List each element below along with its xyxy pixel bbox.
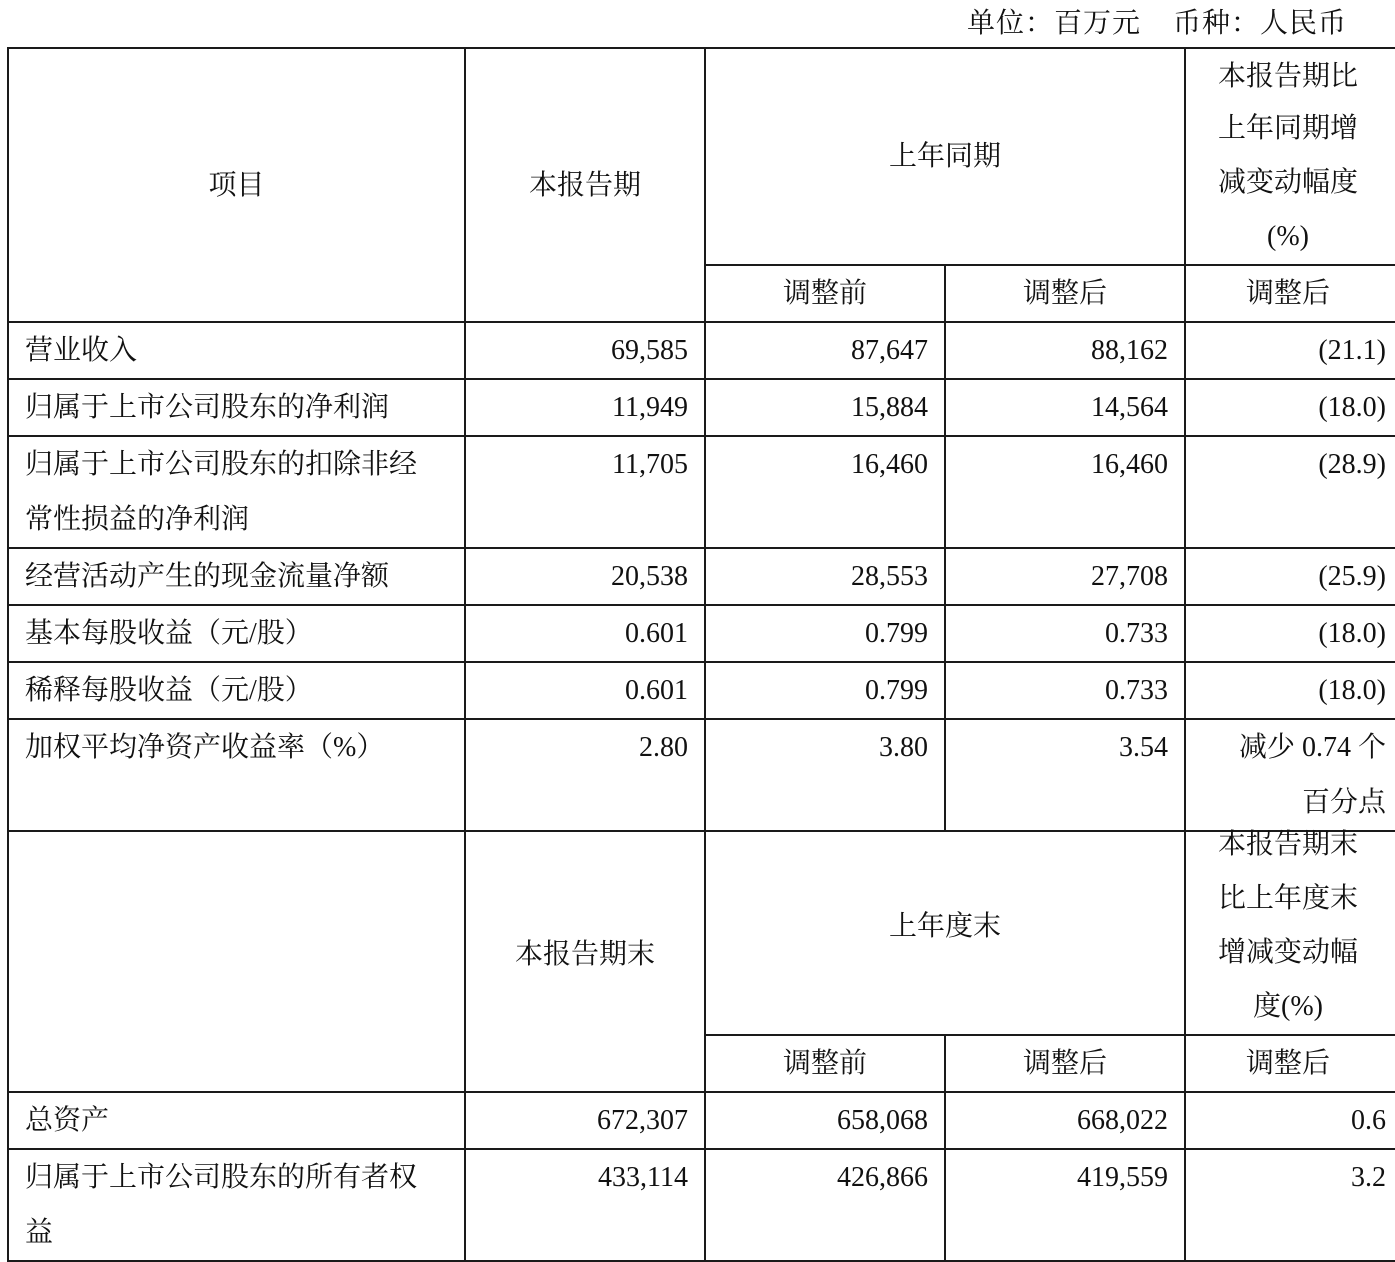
- header-change-line: 减变动幅度: [1218, 166, 1359, 198]
- key-financials-period-end-table: [7, 818, 1395, 1262]
- cell-before: 426,866: [705, 1149, 945, 1261]
- unit-currency-line: [967, 4, 1347, 44]
- row-label: 加权平均净资产收益率（%）: [8, 719, 465, 831]
- cell-after: 16,460: [945, 436, 1185, 548]
- header-prior-year-end: 上年度末: [705, 818, 1185, 1035]
- header-before-adjustment: 调整前: [705, 265, 945, 322]
- cell-change: (28.9): [1185, 436, 1395, 548]
- header-change-after-adjustment: 调整后: [1185, 265, 1395, 322]
- cell-current: 0.601: [465, 662, 705, 719]
- cell-after: 14,564: [945, 379, 1185, 436]
- row-label: 总资产: [8, 1092, 465, 1149]
- cell-change-line: 百分点: [1302, 787, 1387, 818]
- header-after-adjustment: 调整后: [945, 265, 1185, 322]
- header-before-adjustment: 调整前: [705, 1035, 945, 1092]
- header-change-line: 上年同期增: [1218, 112, 1359, 144]
- header-change-after-adjustment: 调整后: [1185, 1035, 1395, 1092]
- row-label: 归属于上市公司股东的所有者权益: [8, 1149, 465, 1261]
- cell-before: 3.80: [705, 719, 945, 831]
- table-row: [8, 1149, 1395, 1261]
- cell-before: 87,647: [705, 322, 945, 379]
- row-label: 归属于上市公司股东的净利润: [8, 379, 465, 436]
- cell-after: 88,162: [945, 322, 1185, 379]
- cell-before: 16,460: [705, 436, 945, 548]
- header-item: [8, 818, 465, 1092]
- row-label: 营业收入: [8, 322, 465, 379]
- cell-change: 3.2: [1185, 1149, 1395, 1261]
- table-row: [8, 662, 1395, 719]
- table-row: [8, 605, 1395, 662]
- header-change-pct: [1185, 48, 1395, 265]
- cell-change: (18.0): [1185, 605, 1395, 662]
- cell-current: 0.601: [465, 605, 705, 662]
- cell-before: 0.799: [705, 662, 945, 719]
- cell-after: 27,708: [945, 548, 1185, 605]
- cell-after: 668,022: [945, 1092, 1185, 1149]
- cell-before: 28,553: [705, 548, 945, 605]
- row-label: 经营活动产生的现金流量净额: [8, 548, 465, 605]
- header-after-adjustment: 调整后: [945, 1035, 1185, 1092]
- cell-before: 0.799: [705, 605, 945, 662]
- cell-change: 0.6: [1185, 1092, 1395, 1149]
- cell-after: 419,559: [945, 1149, 1185, 1261]
- unit-label: 单位：百万元: [966, 8, 1141, 39]
- cell-change: (21.1): [1185, 322, 1395, 379]
- table-row: [8, 379, 1395, 436]
- table-row: [8, 322, 1395, 379]
- row-label: 基本每股收益（元/股）: [8, 605, 465, 662]
- cell-change: (25.9): [1185, 548, 1395, 605]
- table-row: [8, 719, 1395, 831]
- cell-before: 658,068: [705, 1092, 945, 1149]
- header-change-line: 比上年度末: [1218, 883, 1359, 914]
- cell-current: 69,585: [465, 322, 705, 379]
- cell-change: [1185, 719, 1395, 831]
- row-label: 归属于上市公司股东的扣除非经常性损益的净利润: [8, 436, 465, 548]
- header-item: 项目: [8, 48, 465, 322]
- cell-after: 0.733: [945, 605, 1185, 662]
- header-change-line: (%): [1267, 220, 1309, 252]
- header-current-period: 本报告期: [465, 48, 705, 322]
- header-change-pct: [1185, 818, 1395, 1035]
- cell-after: 3.54: [945, 719, 1185, 831]
- cell-current: 11,949: [465, 379, 705, 436]
- key-financials-period-table: [7, 47, 1395, 832]
- currency-label: 币种：人民币: [1172, 8, 1347, 39]
- table-row: [8, 436, 1395, 548]
- cell-current: 20,538: [465, 548, 705, 605]
- cell-current: 433,114: [465, 1149, 705, 1261]
- header-prior-year-same-period: 上年同期: [705, 48, 1185, 265]
- cell-after: 0.733: [945, 662, 1185, 719]
- table-row: [8, 548, 1395, 605]
- table-row: [8, 1092, 1395, 1149]
- cell-current: 2.80: [465, 719, 705, 831]
- cell-current: 672,307: [465, 1092, 705, 1149]
- header-change-line: 本报告期比: [1218, 60, 1359, 92]
- cell-change: (18.0): [1185, 379, 1395, 436]
- cell-change-line: 减少 0.74 个: [1239, 732, 1387, 763]
- header-current-period-end: 本报告期末: [465, 818, 705, 1092]
- row-label: 稀释每股收益（元/股）: [8, 662, 465, 719]
- header-change-line: 增减变动幅: [1218, 937, 1359, 968]
- cell-before: 15,884: [705, 379, 945, 436]
- cell-change: (18.0): [1185, 662, 1395, 719]
- header-change-line: 本报告期末: [1218, 829, 1359, 860]
- header-change-line: 度(%): [1253, 991, 1323, 1022]
- cell-current: 11,705: [465, 436, 705, 548]
